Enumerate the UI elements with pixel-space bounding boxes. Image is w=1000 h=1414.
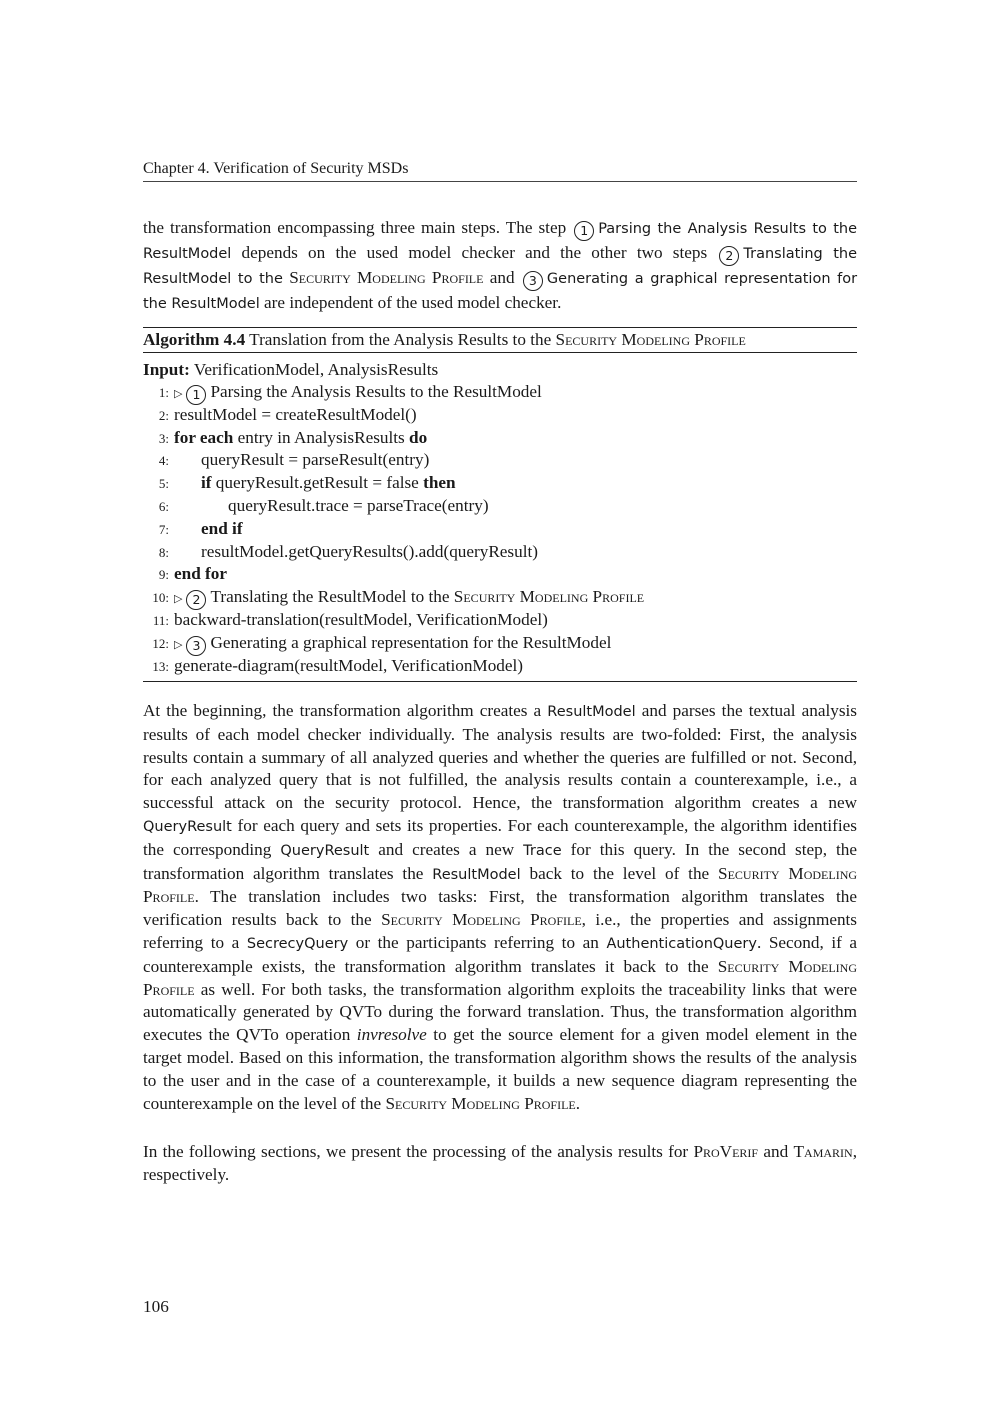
algo-line: 9: end for <box>158 564 227 584</box>
algo-line: 3: for each entry in AnalysisResults do <box>158 427 428 447</box>
algorithm-caption: Algorithm 4.4 Translation from the Analysis Results to the Security Modeling Profile <box>143 328 857 353</box>
algo-line: 4: queryResult = parseResult(entry) <box>158 450 430 470</box>
algorithm-box <box>143 327 857 682</box>
algo-line: 8: resultModel.getQueryResults().add(queryResult) <box>158 541 538 561</box>
comment-triangle-icon: ▷ <box>174 388 183 400</box>
algo-line: 12: ▷ 3 Generating a graphical representation for the ResultModel <box>143 633 857 656</box>
intro-paragraph: the transformation encompassing three main steps. The step 1 Parsing the Analysis Results to the ResultModel depends on the used model checker and the other two steps 2 Translating the ResultModel to the Security Modeling Profile and 3 Generating a graphical representation for the ResultModel are independent of the used model checker. <box>143 218 858 312</box>
algo-line: 10: ▷ 2 Translating the ResultModel to the Security Modeling Profile <box>143 587 857 610</box>
comment-triangle-icon: ▷ <box>174 638 183 651</box>
step-3-circle: 3 <box>523 271 543 291</box>
algo-line: 11: backward-translation(resultModel, VerificationModel) <box>152 609 548 629</box>
algo-line: 2: resultModel = createResultModel() <box>158 404 417 424</box>
algo-line: 7: end if <box>158 518 243 538</box>
body-paragraph-2: In the following sections, we present the processing of the analysis results for ProVerif and Tamarin, respectively. <box>143 1142 857 1184</box>
body-paragraph-1: At the beginning, the transformation algorithm creates a ResultModel and parses the textual analysis results of each model checker individually. The analysis results are two-folded: First, the analysis results contain a summary of all analyzed queries and whether the queries are fulfilled or not. Second, for each analyzed query that is not fulfilled, the analysis results contain a counterexample, i.e., a successful attack on the security protocol. Hence, the transformation algorithm creates a new QueryResult for each query and sets its properties. For each counterexample, the algorithm identifies the corresponding QueryResult and creates a new Trace for this query. In the second step, the transformation algorithm translates the ResultModel back to the level of the Security Modeling Profile. The translation includes two tasks: First, the transformation algorithm translates the verification results back to the Security Modeling Profile, i.e., the properties and assignments referring to a SecrecyQuery or the participants referring to an AuthenticationQuery. Second, if a counterexample exists, the transformation algorithm translates it back to the Security Modeling Profile as well. For both tasks, the transformation algorithm exploits the traceability links that were automatically generated by QVTo during the forward translation. Thus, the transformation algorithm executes the QVTo operation invresolve to get the source element for a given model element in the target model. Based on this information, the transformation algorithm shows the results of the analysis to the user and in the case of a counterexample, it builds a new sequence diagram representing the counterexample on the level of the Security Modeling Profile. <box>143 701 858 1113</box>
page-number: 106 <box>143 1297 169 1316</box>
algo-line: 13: generate-diagram(resultModel, VerificationModel) <box>152 655 524 675</box>
algorithm-input: Input: VerificationModel, AnalysisResults <box>143 360 439 379</box>
comment-triangle-icon: ▷ <box>174 593 183 606</box>
algo-line: 5: if queryResult.getResult = false then <box>158 473 456 493</box>
step-1-circle: 1 <box>574 221 594 241</box>
algo-line: 1: ▷ 1 Parsing the Analysis Results to the ResultModel <box>143 382 857 405</box>
algo-line: 6: queryResult.trace = parseTrace(entry) <box>158 495 489 515</box>
running-header: Chapter 4. Verification of Security MSDs <box>143 160 857 182</box>
step-2-circle: 2 <box>719 246 739 266</box>
